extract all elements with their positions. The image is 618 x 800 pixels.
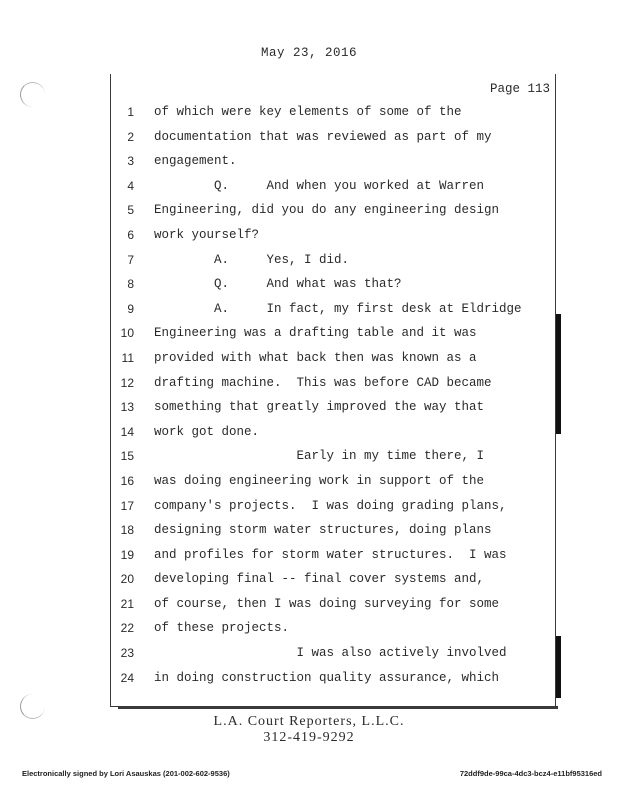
transcript-line: Engineering was a drafting table and it was xyxy=(154,326,477,341)
line-number: 23 xyxy=(120,646,134,661)
line-number: 9 xyxy=(127,301,134,316)
transcript-line: company's projects. I was doing grading plans, xyxy=(154,498,507,513)
line-number: 11 xyxy=(121,350,134,365)
transcript-line: provided with what back then was known as a xyxy=(154,350,477,365)
footer-company: L.A. Court Reporters, L.L.C. xyxy=(213,714,405,729)
frame-shadow xyxy=(118,706,558,709)
line-number: 16 xyxy=(120,473,134,488)
transcript-line: and profiles for storm water structures. I was xyxy=(154,547,507,562)
line-number: 5 xyxy=(127,203,134,218)
line-numbers xyxy=(108,100,134,690)
transcript-line: I was also actively involved xyxy=(154,646,507,661)
transcript-line: engagement. xyxy=(154,154,237,169)
transcript-lines xyxy=(154,100,549,690)
line-number: 4 xyxy=(127,178,134,193)
line-number: 3 xyxy=(127,154,134,169)
line-number: 15 xyxy=(120,449,134,464)
line-number: 13 xyxy=(120,400,134,415)
scan-edge-bar xyxy=(556,636,561,698)
transcript-line: drafting machine. This was before CAD became xyxy=(154,375,492,390)
transcript-line: Early in my time there, I xyxy=(154,449,485,464)
transcript-line: Q. And when you worked at Warren xyxy=(154,178,485,193)
line-number: 18 xyxy=(120,523,134,538)
line-number: 21 xyxy=(120,596,134,611)
line-number: 8 xyxy=(127,277,134,292)
signature-text: Electronically signed by Lori Asauskas (201-002-602-9536) xyxy=(22,769,230,778)
transcript-line: A. In fact, my first desk at Eldridge xyxy=(154,301,522,316)
transcript-line: documentation that was reviewed as part of my xyxy=(154,129,492,144)
footer-phone: 312-419-9292 xyxy=(263,730,355,745)
document-id: 72ddf9de-99ca-4dc3-bcz4-e11bf95316ed xyxy=(459,769,602,778)
transcript-line: was doing engineering work in support of the xyxy=(154,473,485,488)
transcript-line: of course, then I was doing surveying for some xyxy=(154,596,500,611)
line-number: 6 xyxy=(127,227,134,242)
line-number: 22 xyxy=(120,621,134,636)
transcript-line: designing storm water structures, doing plans xyxy=(154,523,492,538)
transcript-line: A. Yes, I did. xyxy=(154,252,350,267)
line-number: 1 xyxy=(127,105,134,119)
page-number: Page 113 xyxy=(489,82,550,96)
transcript-date: May 23, 2016 xyxy=(260,46,357,60)
transcript-line: work got done. xyxy=(154,424,260,439)
line-number: 19 xyxy=(120,547,134,562)
line-number: 2 xyxy=(127,129,134,144)
line-number: 7 xyxy=(127,252,134,267)
transcript-line: work yourself? xyxy=(154,227,260,242)
line-number: 12 xyxy=(120,375,134,390)
line-number: 14 xyxy=(120,424,134,439)
transcript-line: of which were key elements of some of the xyxy=(154,105,462,119)
transcript-line: Engineering, did you do any engineering design xyxy=(154,203,500,218)
transcript-line: in doing construction quality assurance, which xyxy=(154,670,500,685)
scan-edge-bar xyxy=(556,314,561,434)
transcript-line: something that greatly improved the way that xyxy=(154,400,485,415)
line-number: 20 xyxy=(120,572,134,587)
line-number: 10 xyxy=(120,326,134,341)
transcript-line: developing final -- final cover systems and, xyxy=(154,572,485,587)
punch-hole-mark xyxy=(20,82,45,107)
line-number: 17 xyxy=(120,498,134,513)
transcript-line: of these projects. xyxy=(154,621,290,636)
line-number: 24 xyxy=(120,670,134,685)
transcript-line: Q. And what was that? xyxy=(154,277,402,292)
